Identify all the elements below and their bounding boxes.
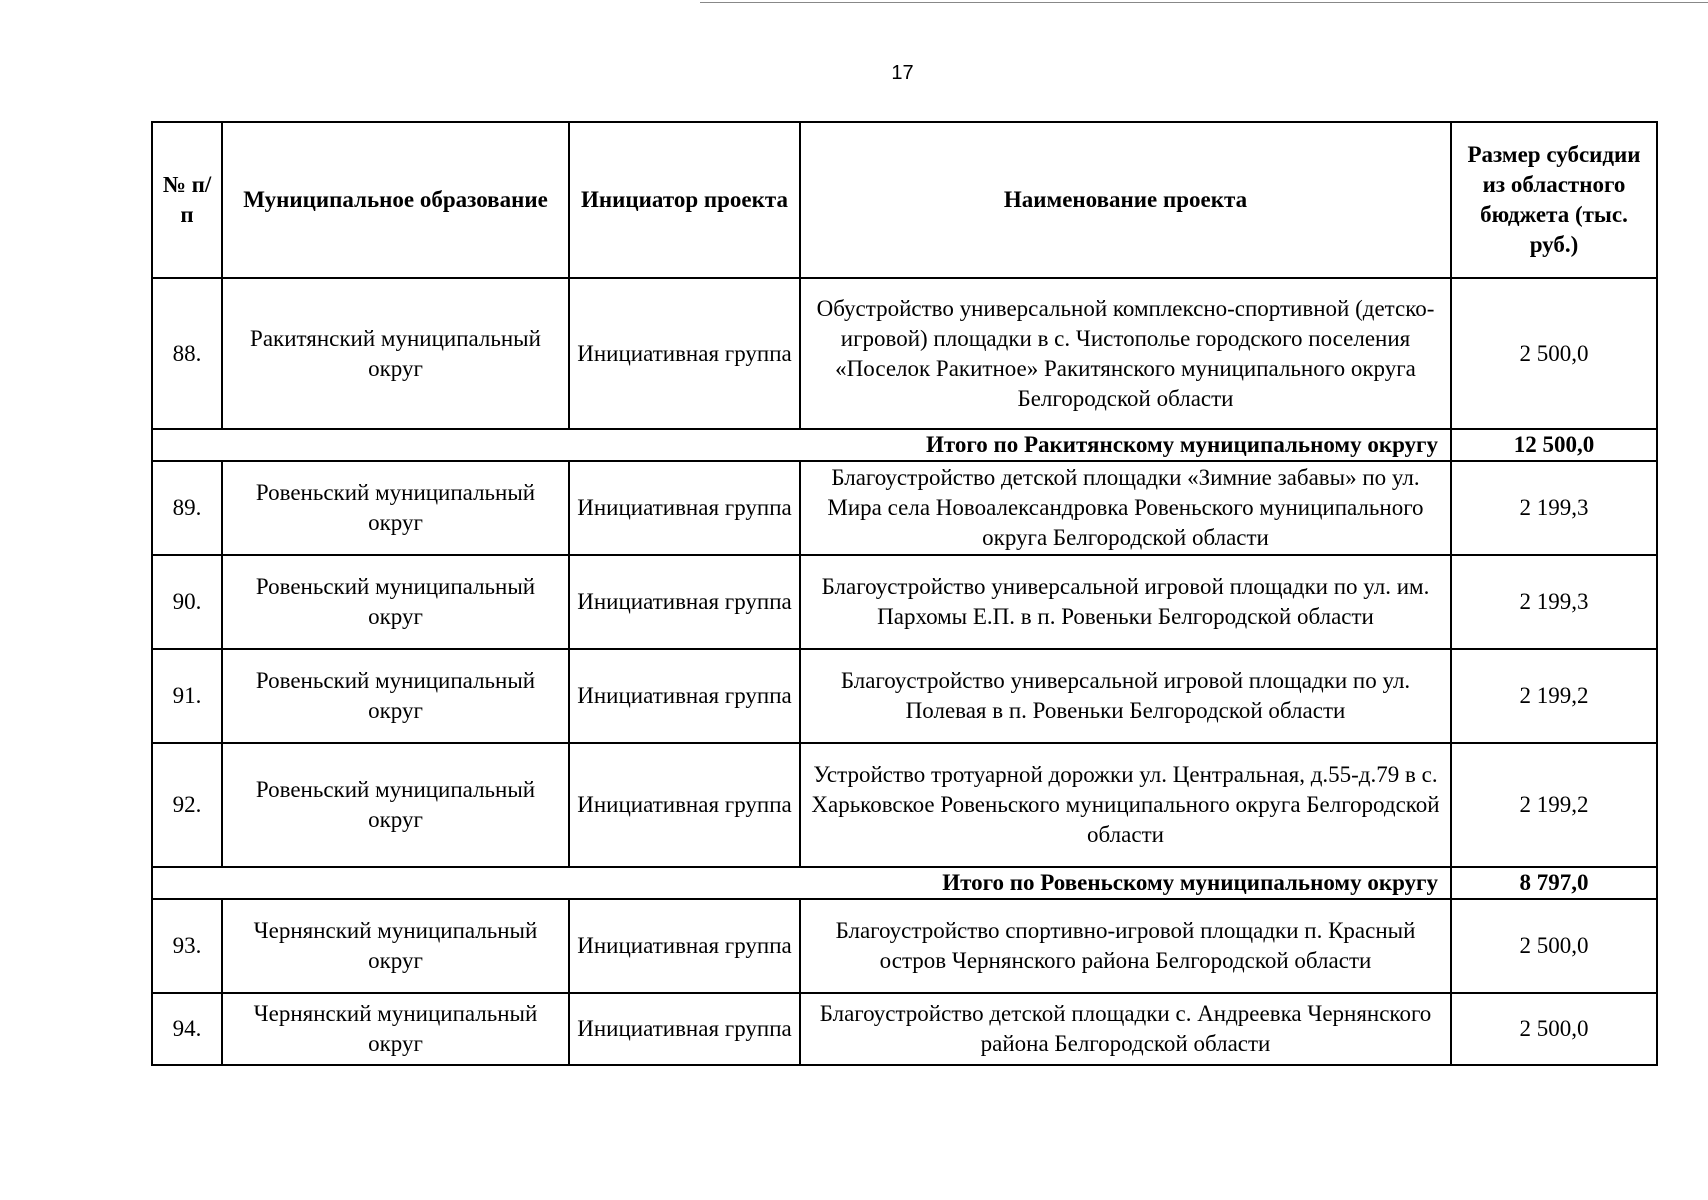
project-name-cell: Благоустройство детской площадки «Зимние забавы» по ул. Мира села Новоалександровка Ровеньского муниципального округа Белгородской области <box>800 461 1451 555</box>
table-row <box>152 899 1657 993</box>
project-name-cell: Благоустройство спортивно-игровой площадки п. Красный остров Чернянского района Белгородской области <box>800 899 1451 993</box>
project-name-cell: Обустройство универсальной комплексно-спортивной (детско-игровой) площадки в с. Чистополье городского поселения «Поселок Ракитное» Ракитянского муниципального округа Белгородской области <box>800 278 1451 429</box>
subtotal-row <box>152 867 1657 899</box>
municipality-cell: Ровеньский муниципальный округ <box>222 461 569 555</box>
amount-cell: 2 500,0 <box>1451 899 1657 993</box>
initiator-cell: Инициативная группа <box>569 461 800 555</box>
municipality-cell: Ровеньский муниципальный округ <box>222 649 569 743</box>
amount-cell: 2 199,3 <box>1451 555 1657 649</box>
table-row <box>152 743 1657 867</box>
table-row <box>152 649 1657 743</box>
municipality-cell: Ракитянский муниципальный округ <box>222 278 569 429</box>
row-number: 88. <box>152 278 222 429</box>
project-name-cell: Благоустройство универсальной игровой площадки по ул. им. Пархомы Е.П. в п. Ровеньки Белгородской области <box>800 555 1451 649</box>
header-municipality: Муниципальное образование <box>222 122 569 278</box>
header-amount: Размер субсидии из областного бюджета (тыс. руб.) <box>1451 122 1657 278</box>
municipality-cell: Ровеньский муниципальный округ <box>222 743 569 867</box>
municipality-cell: Чернянский муниципальный округ <box>222 993 569 1065</box>
row-number: 92. <box>152 743 222 867</box>
row-number: 90. <box>152 555 222 649</box>
municipality-cell: Чернянский муниципальный округ <box>222 899 569 993</box>
amount-cell: 2 500,0 <box>1451 278 1657 429</box>
municipality-cell: Ровеньский муниципальный округ <box>222 555 569 649</box>
amount-cell: 2 199,2 <box>1451 649 1657 743</box>
subtotal-amount: 8 797,0 <box>1451 867 1657 899</box>
header-num: № п/п <box>152 122 222 278</box>
subtotal-label: Итого по Ровеньскому муниципальному округу <box>152 867 1451 899</box>
initiator-cell: Инициативная группа <box>569 993 800 1065</box>
subtotal-row <box>152 429 1657 461</box>
row-number: 93. <box>152 899 222 993</box>
amount-cell: 2 199,3 <box>1451 461 1657 555</box>
table-row <box>152 555 1657 649</box>
amount-cell: 2 199,2 <box>1451 743 1657 867</box>
row-number: 89. <box>152 461 222 555</box>
subtotal-amount: 12 500,0 <box>1451 429 1657 461</box>
initiator-cell: Инициативная группа <box>569 555 800 649</box>
initiator-cell: Инициативная группа <box>569 743 800 867</box>
table-body <box>152 278 1657 1065</box>
table-row <box>152 461 1657 555</box>
project-name-cell: Благоустройство универсальной игровой площадки по ул. Полевая в п. Ровеньки Белгородской области <box>800 649 1451 743</box>
table-row <box>152 993 1657 1065</box>
table-header-row <box>152 122 1657 278</box>
row-number: 91. <box>152 649 222 743</box>
page-number: 17 <box>891 62 914 84</box>
amount-cell: 2 500,0 <box>1451 993 1657 1065</box>
project-name-cell: Устройство тротуарной дорожки ул. Центральная, д.55-д.79 в с. Харьковское Ровеньского муниципального округа Белгородской области <box>800 743 1451 867</box>
initiator-cell: Инициативная группа <box>569 649 800 743</box>
initiator-cell: Инициативная группа <box>569 899 800 993</box>
subtotal-label: Итого по Ракитянскому муниципальному округу <box>152 429 1451 461</box>
project-name-cell: Благоустройство детской площадки с. Андреевка Чернянского района Белгородской области <box>800 993 1451 1065</box>
header-initiator: Инициатор проекта <box>569 122 800 278</box>
table-row <box>152 278 1657 429</box>
header-project: Наименование проекта <box>800 122 1451 278</box>
initiator-cell: Инициативная группа <box>569 278 800 429</box>
scan-edge-line <box>700 2 1708 3</box>
row-number: 94. <box>152 993 222 1065</box>
subsidy-table <box>151 121 1658 1066</box>
